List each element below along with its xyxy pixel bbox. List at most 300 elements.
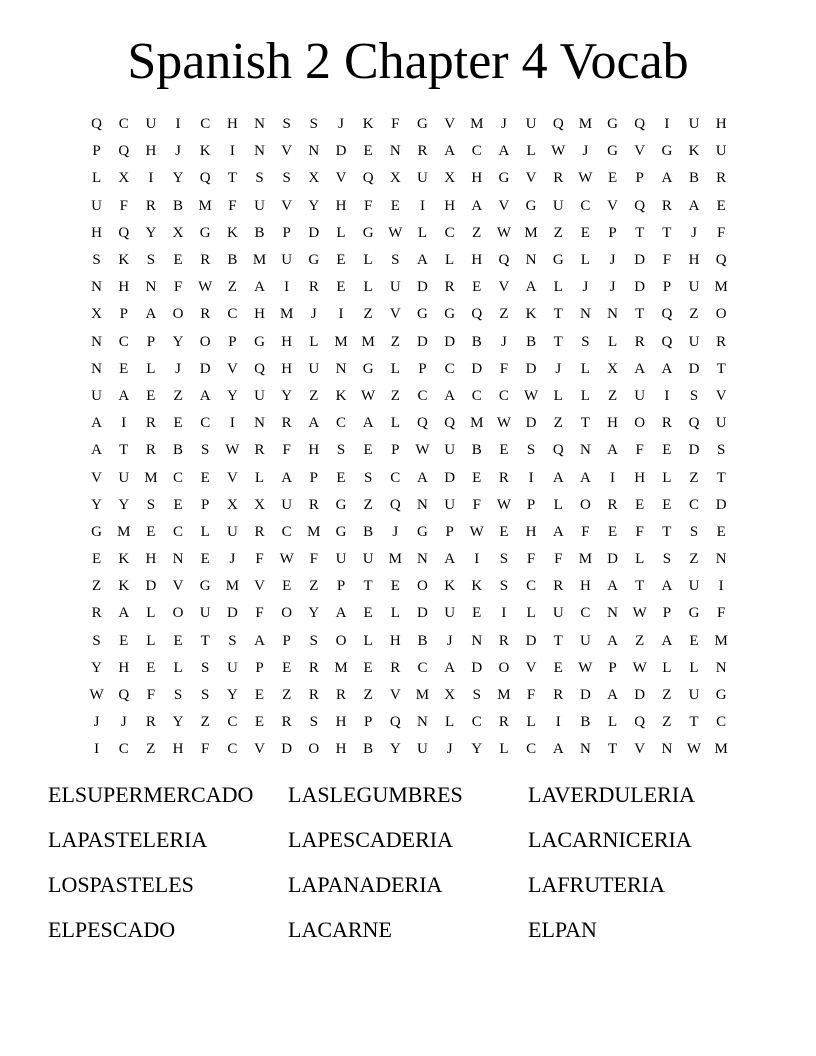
grid-letter: G bbox=[661, 143, 673, 160]
grid-letter: D bbox=[634, 687, 646, 704]
grid-letter: C bbox=[471, 143, 482, 160]
grid-letter: E bbox=[91, 551, 102, 568]
grid-letter: C bbox=[281, 523, 292, 540]
grid-letter: E bbox=[173, 496, 183, 513]
grid-letter: Y bbox=[281, 387, 293, 404]
grid-letter: M bbox=[714, 632, 728, 649]
grid-letter: L bbox=[553, 279, 563, 296]
grid-letter: D bbox=[444, 469, 456, 486]
grid-letter: G bbox=[444, 306, 456, 323]
grid-letter: F bbox=[635, 523, 644, 540]
grid-letter: D bbox=[579, 687, 591, 704]
grid-letter: H bbox=[525, 523, 537, 540]
grid-letter: Q bbox=[552, 116, 564, 133]
grid-letter: I bbox=[338, 306, 344, 323]
grid-letter: N bbox=[254, 143, 265, 160]
grid-letter: L bbox=[580, 252, 590, 269]
grid-letter: K bbox=[525, 306, 537, 323]
grid-letter: T bbox=[553, 632, 563, 649]
grid-letter: U bbox=[444, 605, 456, 622]
grid-letter: G bbox=[417, 306, 428, 323]
grid-letter: U bbox=[715, 415, 727, 432]
grid-letter: D bbox=[417, 279, 428, 296]
grid-letter: O bbox=[172, 306, 184, 323]
grid-letter: F bbox=[717, 605, 726, 622]
grid-letter: J bbox=[609, 279, 616, 296]
grid-letter: E bbox=[146, 523, 156, 540]
grid-letter: Q bbox=[471, 306, 483, 323]
grid-letter: Z bbox=[553, 224, 563, 241]
grid-letter: W bbox=[198, 279, 213, 296]
grid-letter: A bbox=[335, 605, 347, 622]
grid-letter: X bbox=[308, 170, 320, 187]
grid-letter: M bbox=[578, 551, 593, 568]
grid-letter: C bbox=[498, 387, 509, 404]
grid-letter: N bbox=[579, 306, 591, 323]
grid-letter: G bbox=[362, 224, 374, 241]
grid-letter: R bbox=[308, 279, 319, 296]
grid-letter: E bbox=[499, 442, 509, 459]
grid-letter: F bbox=[146, 687, 156, 704]
grid-letter: D bbox=[471, 360, 483, 377]
grid-letter: S bbox=[201, 659, 210, 676]
grid-letter: E bbox=[173, 415, 183, 432]
grid-letter: H bbox=[634, 469, 646, 486]
grid-letter: W bbox=[388, 224, 403, 241]
grid-letter: P bbox=[526, 496, 536, 513]
grid-letter: H bbox=[145, 143, 157, 160]
grid-letter: G bbox=[715, 687, 727, 704]
grid-letter: R bbox=[145, 714, 156, 731]
grid-letter: K bbox=[118, 252, 130, 269]
grid-letter: Z bbox=[146, 741, 156, 758]
grid-letter: A bbox=[199, 387, 211, 404]
grid-letter: G bbox=[607, 116, 618, 133]
grid-letter: C bbox=[580, 197, 591, 214]
grid-letter: X bbox=[172, 224, 184, 241]
grid-letter: P bbox=[309, 469, 318, 486]
grid-letter: C bbox=[227, 741, 238, 758]
grid-row bbox=[83, 519, 735, 546]
grid-letter: P bbox=[662, 279, 672, 296]
grid-letter: Q bbox=[715, 252, 727, 269]
grid-letter: Q bbox=[118, 687, 130, 704]
grid-letter: Z bbox=[390, 333, 400, 350]
grid-letter: A bbox=[254, 279, 265, 296]
grid-letter: K bbox=[199, 143, 211, 160]
grid-letter: U bbox=[91, 197, 102, 214]
grid-letter: L bbox=[607, 333, 618, 350]
grid-letter: A bbox=[579, 469, 591, 486]
grid-letter: U bbox=[91, 387, 102, 404]
grid-letter: W bbox=[686, 741, 702, 758]
grid-letter: E bbox=[363, 659, 373, 676]
grid-letter: A bbox=[552, 469, 564, 486]
grid-row bbox=[83, 736, 735, 763]
grid-letter: S bbox=[499, 578, 509, 595]
grid-letter: W bbox=[578, 659, 593, 676]
grid-letter: N bbox=[91, 333, 102, 350]
grid-letter: Z bbox=[390, 387, 400, 404]
grid-letter: F bbox=[717, 224, 726, 241]
grid-letter: Q bbox=[199, 170, 211, 187]
grid-letter: A bbox=[254, 632, 265, 649]
grid-letter: Y bbox=[172, 333, 184, 350]
grid-letter: M bbox=[252, 252, 267, 269]
grid-letter: D bbox=[525, 415, 537, 432]
grid-letter: P bbox=[662, 605, 672, 622]
grid-letter: O bbox=[634, 415, 646, 432]
grid-letter: E bbox=[146, 659, 156, 676]
grid-letter: U bbox=[688, 578, 700, 595]
grid-letter: N bbox=[172, 551, 184, 568]
grid-letter: Z bbox=[553, 415, 563, 432]
grid-letter: F bbox=[309, 551, 318, 568]
grid-letter: P bbox=[92, 143, 101, 160]
grid-letter: U bbox=[417, 170, 428, 187]
grid-letter: H bbox=[607, 415, 618, 432]
grid-letter: K bbox=[226, 224, 238, 241]
grid-letter: R bbox=[281, 714, 292, 731]
grid-row bbox=[83, 546, 735, 573]
grid-letter: V bbox=[91, 469, 102, 486]
grid-letter: D bbox=[471, 659, 483, 676]
word-list-item: LACARNICERIA bbox=[528, 827, 692, 852]
grid-letter: R bbox=[335, 687, 346, 704]
grid-letter: L bbox=[363, 252, 373, 269]
grid-letter: H bbox=[308, 442, 320, 459]
grid-letter: J bbox=[229, 551, 236, 568]
grid-letter: T bbox=[200, 632, 210, 649]
grid-letter: Z bbox=[200, 714, 210, 731]
grid-letter: L bbox=[499, 741, 509, 758]
grid-letter: M bbox=[470, 116, 484, 133]
grid-letter: F bbox=[526, 687, 536, 704]
grid-letter: E bbox=[472, 279, 482, 296]
grid-letter: J bbox=[501, 333, 507, 350]
grid-letter: M bbox=[578, 116, 593, 133]
grid-letter: G bbox=[254, 333, 265, 350]
grid-letter: N bbox=[417, 714, 428, 731]
grid-letter: R bbox=[254, 523, 265, 540]
grid-letter: J bbox=[446, 632, 453, 649]
grid-letter: C bbox=[173, 469, 184, 486]
grid-letter: L bbox=[363, 279, 373, 296]
grid-letter: I bbox=[284, 279, 290, 296]
grid-letter: A bbox=[91, 442, 102, 459]
grid-letter: U bbox=[688, 116, 700, 133]
grid-letter: D bbox=[525, 360, 537, 377]
grid-letter: T bbox=[662, 523, 672, 540]
grid-letter: A bbox=[525, 279, 537, 296]
grid-letter: X bbox=[118, 170, 130, 187]
grid-letter: U bbox=[634, 387, 646, 404]
grid-letter: R bbox=[200, 306, 211, 323]
grid-letter: J bbox=[338, 116, 344, 133]
grid-letter: G bbox=[199, 578, 211, 595]
grid-letter: B bbox=[471, 333, 482, 350]
grid-letter: G bbox=[552, 252, 564, 269]
grid-letter: V bbox=[254, 578, 265, 595]
grid-letter: T bbox=[689, 714, 699, 731]
grid-letter: E bbox=[173, 252, 183, 269]
grid-letter: M bbox=[117, 523, 131, 540]
grid-letter: P bbox=[201, 496, 210, 513]
grid-letter: M bbox=[415, 687, 430, 704]
grid-letter: E bbox=[716, 523, 726, 540]
grid-letter: A bbox=[688, 197, 700, 214]
grid-letter: J bbox=[120, 714, 127, 731]
grid-letter: E bbox=[662, 442, 672, 459]
grid-letter: I bbox=[94, 741, 100, 758]
grid-letter: E bbox=[607, 170, 618, 187]
grid-letter: B bbox=[173, 442, 184, 459]
grid-letter: N bbox=[579, 442, 591, 459]
word-list-item: LAFRUTERIA bbox=[528, 872, 665, 897]
grid-letter: P bbox=[336, 578, 346, 595]
grid-letter: M bbox=[280, 306, 294, 323]
grid-letter: V bbox=[281, 197, 293, 214]
grid-letter: Z bbox=[635, 632, 645, 649]
grid-letter: L bbox=[390, 605, 400, 622]
grid-letter: K bbox=[118, 578, 130, 595]
grid-letter: T bbox=[119, 442, 129, 459]
grid-letter: V bbox=[634, 741, 646, 758]
grid-letter: J bbox=[501, 116, 507, 133]
grid-letter: L bbox=[390, 360, 400, 377]
grid-row bbox=[83, 655, 735, 682]
grid-letter: I bbox=[501, 605, 507, 622]
grid-letter: U bbox=[552, 197, 564, 214]
grid-letter: D bbox=[525, 632, 537, 649]
grid-letter: I bbox=[419, 197, 425, 214]
grid-letter: H bbox=[226, 116, 238, 133]
grid-row bbox=[83, 383, 735, 410]
grid-row bbox=[83, 437, 735, 464]
grid-letter: A bbox=[634, 360, 646, 377]
grid-letter: Y bbox=[145, 224, 157, 241]
grid-letter: N bbox=[254, 415, 265, 432]
grid-letter: P bbox=[282, 224, 291, 241]
grid-letter: Z bbox=[282, 687, 292, 704]
grid-letter: L bbox=[173, 659, 183, 676]
grid-letter: A bbox=[471, 197, 483, 214]
grid-letter: G bbox=[335, 523, 347, 540]
word-list-item: ELPAN bbox=[528, 917, 597, 942]
grid-letter: F bbox=[255, 551, 264, 568]
grid-letter: D bbox=[226, 605, 238, 622]
grid-letter: H bbox=[91, 224, 102, 241]
grid-letter: R bbox=[607, 496, 618, 513]
grid-letter: V bbox=[335, 170, 347, 187]
grid-letter: I bbox=[718, 578, 724, 595]
grid-letter: R bbox=[254, 442, 265, 459]
grid-letter: H bbox=[118, 279, 130, 296]
grid-letter: O bbox=[281, 605, 293, 622]
grid-letter: D bbox=[634, 252, 646, 269]
grid-row bbox=[83, 274, 735, 301]
grid-letter: G bbox=[607, 143, 618, 160]
grid-letter: M bbox=[198, 197, 212, 214]
grid-letter: S bbox=[201, 687, 210, 704]
grid-letter: E bbox=[499, 523, 509, 540]
grid-letter: C bbox=[471, 714, 482, 731]
grid-letter: W bbox=[496, 496, 511, 513]
grid-letter: A bbox=[308, 415, 320, 432]
grid-letter: F bbox=[391, 116, 400, 133]
grid-letter: V bbox=[172, 578, 184, 595]
word-search-grid bbox=[83, 111, 735, 764]
word-list-item: LAPASTELERIA bbox=[48, 827, 208, 852]
grid-row bbox=[83, 165, 735, 192]
grid-letter: E bbox=[363, 605, 373, 622]
grid-letter: V bbox=[525, 659, 537, 676]
grid-letter: U bbox=[552, 605, 564, 622]
grid-letter: V bbox=[254, 741, 265, 758]
grid-letter: M bbox=[144, 469, 158, 486]
grid-letter: F bbox=[526, 551, 536, 568]
grid-letter: O bbox=[579, 496, 591, 513]
grid-letter: L bbox=[254, 469, 265, 486]
grid-letter: J bbox=[310, 306, 317, 323]
grid-letter: J bbox=[175, 360, 181, 377]
grid-letter: E bbox=[689, 632, 699, 649]
grid-letter: Y bbox=[308, 197, 320, 214]
grid-letter: E bbox=[200, 551, 210, 568]
grid-row bbox=[83, 709, 735, 736]
grid-letter: L bbox=[526, 714, 536, 731]
grid-letter: S bbox=[309, 714, 318, 731]
grid-letter: U bbox=[335, 551, 347, 568]
grid-letter: E bbox=[254, 687, 265, 704]
grid-letter: D bbox=[417, 333, 428, 350]
grid-letter: D bbox=[145, 578, 157, 595]
grid-letter: Z bbox=[363, 496, 373, 513]
grid-letter: Z bbox=[173, 387, 183, 404]
grid-letter: S bbox=[146, 496, 156, 513]
grid-letter: F bbox=[119, 197, 128, 214]
grid-letter: S bbox=[309, 116, 318, 133]
grid-letter: P bbox=[255, 659, 264, 676]
grid-letter: G bbox=[417, 116, 428, 133]
grid-letter: U bbox=[525, 116, 537, 133]
grid-letter: J bbox=[175, 143, 181, 160]
grid-letter: E bbox=[200, 469, 210, 486]
grid-letter: H bbox=[471, 252, 483, 269]
grid-letter: R bbox=[145, 415, 156, 432]
grid-letter: S bbox=[255, 170, 264, 187]
grid-letter: A bbox=[444, 551, 456, 568]
grid-letter: U bbox=[417, 741, 428, 758]
word-list-item: ELSUPERMERCADO bbox=[48, 782, 254, 807]
grid-letter: D bbox=[444, 333, 456, 350]
grid-letter: T bbox=[227, 170, 237, 187]
grid-letter: T bbox=[553, 306, 563, 323]
grid-letter: A bbox=[281, 469, 293, 486]
grid-letter: B bbox=[689, 170, 700, 187]
grid-letter: E bbox=[553, 659, 563, 676]
grid-letter: E bbox=[607, 523, 618, 540]
grid-letter: R bbox=[308, 687, 319, 704]
grid-letter: Q bbox=[118, 143, 130, 160]
grid-letter: C bbox=[227, 714, 238, 731]
grid-letter: S bbox=[336, 442, 346, 459]
grid-letter: F bbox=[581, 523, 590, 540]
word-list-item: LAVERDULERIA bbox=[528, 782, 696, 807]
grid-letter: G bbox=[362, 360, 374, 377]
grid-letter: R bbox=[634, 333, 645, 350]
grid-letter: O bbox=[172, 605, 184, 622]
word-list-item: LOSPASTELES bbox=[48, 872, 194, 897]
grid-letter: W bbox=[496, 224, 511, 241]
grid-letter: S bbox=[309, 632, 318, 649]
grid-letter: B bbox=[363, 523, 374, 540]
grid-letter: C bbox=[471, 387, 482, 404]
grid-letter: S bbox=[201, 442, 210, 459]
grid-letter: I bbox=[664, 116, 670, 133]
grid-letter: C bbox=[118, 116, 129, 133]
grid-letter: E bbox=[635, 496, 645, 513]
grid-letter: Y bbox=[389, 741, 401, 758]
grid-letter: C bbox=[335, 415, 346, 432]
grid-letter: T bbox=[363, 578, 373, 595]
grid-letter: H bbox=[118, 659, 130, 676]
grid-letter: A bbox=[145, 306, 157, 323]
grid-letter: P bbox=[608, 224, 617, 241]
grid-letter: L bbox=[553, 496, 563, 513]
grid-letter: T bbox=[607, 741, 618, 758]
grid-letter: L bbox=[445, 714, 455, 731]
grid-letter: M bbox=[388, 551, 402, 568]
grid-letter: A bbox=[661, 170, 673, 187]
grid-letter: K bbox=[362, 116, 374, 133]
grid-row bbox=[83, 628, 735, 655]
grid-row bbox=[83, 600, 735, 627]
grid-letter: T bbox=[635, 224, 645, 241]
grid-letter: C bbox=[716, 714, 727, 731]
grid-letter: P bbox=[282, 632, 291, 649]
grid-letter: P bbox=[635, 170, 644, 187]
grid-letter: Q bbox=[254, 360, 265, 377]
grid-letter: D bbox=[634, 279, 646, 296]
grid-letter: E bbox=[472, 469, 482, 486]
grid-letter: N bbox=[417, 496, 428, 513]
grid-letter: V bbox=[226, 360, 238, 377]
grid-letter: T bbox=[716, 469, 726, 486]
grid-letter: E bbox=[173, 632, 183, 649]
grid-letter: I bbox=[528, 469, 534, 486]
grid-letter: D bbox=[688, 442, 700, 459]
grid-letter: C bbox=[390, 469, 401, 486]
grid-letter: L bbox=[526, 143, 536, 160]
grid-letter: S bbox=[173, 687, 183, 704]
grid-letter: M bbox=[225, 578, 240, 595]
grid-letter: P bbox=[228, 333, 237, 350]
grid-letter: Z bbox=[607, 387, 618, 404]
grid-letter: E bbox=[146, 387, 156, 404]
grid-row bbox=[83, 301, 735, 328]
grid-letter: C bbox=[444, 360, 455, 377]
grid-letter: R bbox=[390, 659, 401, 676]
grid-letter: T bbox=[716, 360, 726, 377]
grid-letter: F bbox=[173, 279, 183, 296]
grid-letter: E bbox=[390, 197, 400, 214]
grid-letter: B bbox=[580, 714, 591, 731]
grid-letter: I bbox=[121, 415, 127, 432]
grid-letter: E bbox=[254, 714, 265, 731]
grid-letter: R bbox=[498, 632, 509, 649]
grid-letter: Q bbox=[417, 415, 428, 432]
